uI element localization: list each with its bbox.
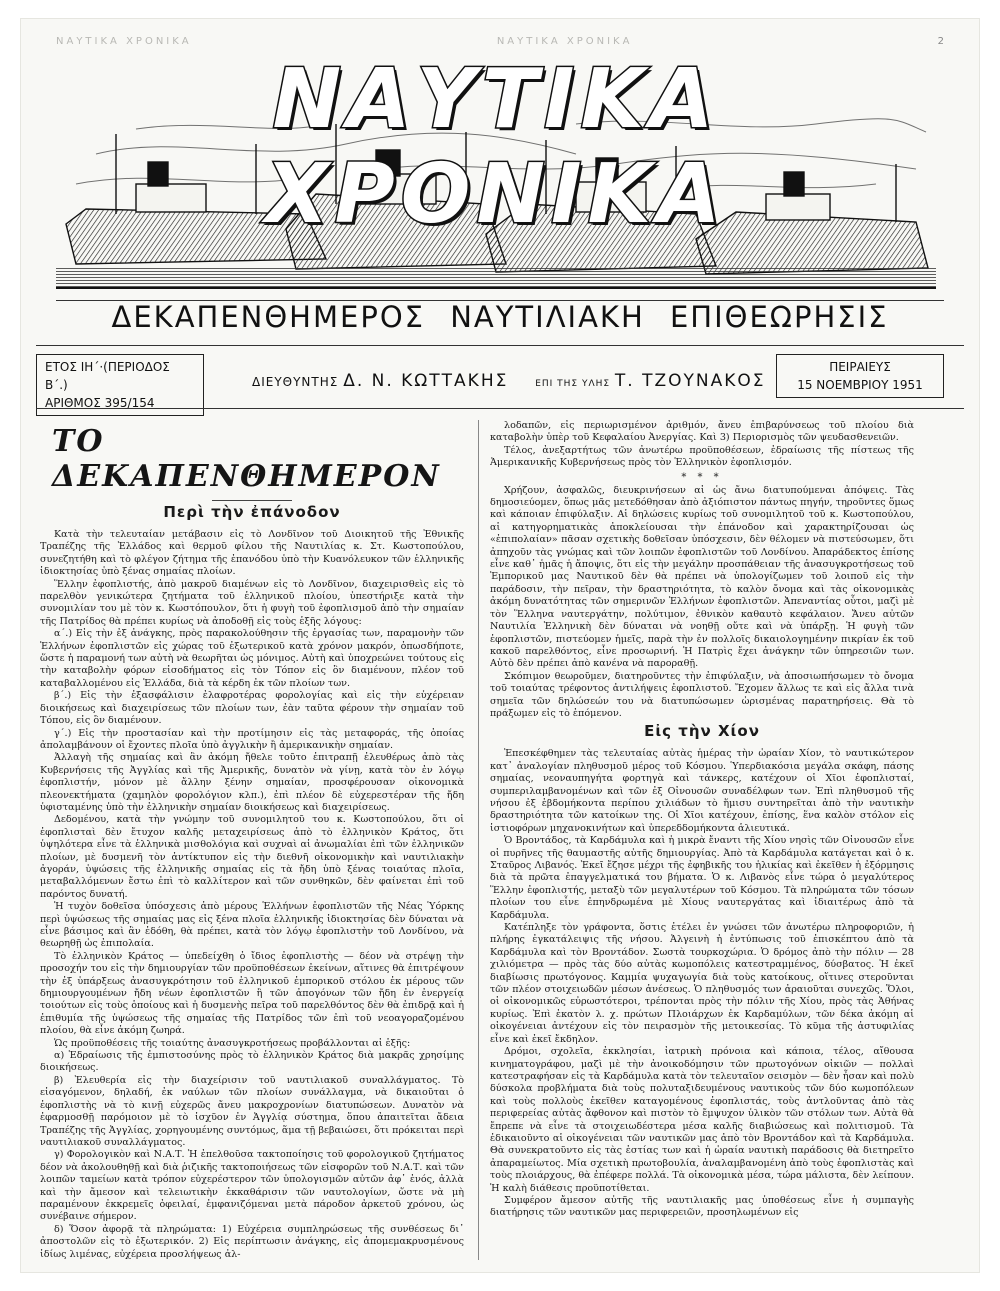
separator-stars: * * * xyxy=(681,471,723,483)
paragraph: Δεδομένου, κατὰ τὴν γνώμην τοῦ συνομιλητοῦ του κ. Κωστοπούλου, ὅτι οἱ ἐφοπλισταὶ δὲν ἔτυχον καλῆς μεταχειρίσεως ἀπὸ τὸ ἑλληνικὸν Κράτος, ὅτι ὑψηλότερα εἶνε τὰ ἑλληνικὰ μισθολόγια καὶ συχναὶ αἱ ἀνωμαλίαι ἐπὶ τῶν ἑλληνικῶν πλοίων, μὲ δυσμενῆ τὸν ἀντίκτυπον εἰς τὴν διεθνῆ οἰκονομικὴν καὶ ναυτιλιακὴν ἀγοράν, ὑψώσεις τῆς ἑλληνικῆς σημαίας εἰς τὰ ἤδη ὑπὸ ξένας τοιαύτας πλοῖα, μεταβαλλόμενων ἔστω ἐπὶ τὸ καλλίτερον καὶ τῶν συνθηκῶν, δὲν φαίνεται ἐπὶ τοῦ παρόντος δυνατή. xyxy=(40,814,464,900)
paragraph: Τὸ ἑλληνικὸν Κράτος — ὑπεδείχθη ὁ ἴδιος ἐφοπλιστὴς — δέον νὰ στρέψῃ τὴν προσοχήν του εἰς τὴν δημιουργίαν τῶν προϋποθέσεων ἐκείνων, αἵτινες θὰ ἐπιτρέψουν τὴν ἐξ ὑπάρξεως ἀνασυγκρότησιν τοῦ ἑλληνικοῦ ἐμπορικοῦ στόλου ἐκ μέρους τῶν δημιουργουμένων ἤδη νέων ἐφοπλιστῶν ἢ τῶν ἀπογόνων τῶν ἤδη ἐν ἐνεργείᾳ τοιούτων εἰς τοὺς ὁποίους καὶ ἡ δυσμενὴς πεῖρα τοῦ παρελθόντος δὲν θὰ ἐπιδρᾷ καὶ ἡ ἐπιθυμία τῆς ὑψώσεως τῆς σημαίας τῆς Πατρίδος τῶν ἐπὶ τοῦ νεοαγοραζομένου πλοίου, θὰ εἶνε ἀκόμη ζωηρά. xyxy=(40,950,464,1037)
article-body xyxy=(40,420,916,1260)
paragraph: γ΄.) Εἰς τὴν προστασίαν καὶ τὴν προτίμησιν εἰς τὰς μεταφοράς, τῆς ὁποίας ἀπολαμβάνουν οἱ ἔχοντες πλοῖα ὑπὸ ἀγγλικὴν ἢ ἀμερικανικὴν σημαίαν. xyxy=(40,727,464,751)
article-heading-return: Περὶ τὴν ἐπάνοδον xyxy=(163,503,341,521)
paragraph: Κατὰ τὴν τελευταίαν μετάβασιν εἰς τὸ Λονδῖνον τοῦ Διοικητοῦ τῆς Ἐθνικῆς Τραπέζης τῆς Ἑλλάδος καὶ θερμοῦ φίλου τῆς Ναυτιλίας κ. Στ. Κωστοπούλου, συνεζητήθη καὶ τὸ φλέγον ζήτημα τῆς ἐπανόδου ὑπὸ τὴν Κυανόλευκον τῶν ἑλληνικῆς ἰδιοκτησίας ὑπὸ ξένας σημαίας πλοίων. xyxy=(40,529,464,578)
issue-number: ΑΡΙΘΜΟΣ 395/154 xyxy=(45,396,155,410)
masthead xyxy=(56,54,936,294)
staff-credits xyxy=(252,371,766,391)
paragraph: δ) Ὅσον ἀφορᾷ τὰ πληρώματα: 1) Εὐχέρεια συμπληρώσεως τῆς συνθέσεως δι᾽ ἀποστολῶν εἰς τὸ ἐξωτερικόν. 2) Εἰς περίπτωσιν ἀνάγκης, εἰς ἀπομεμακρυσμένους ἰδίως λιμένας, εὐχέρεια προσλήψεως ἀλ- xyxy=(40,1223,464,1260)
paragraph: Ὡς προϋποθέσεις τῆς τοιαύτης ἀνασυγκροτήσεως προβάλλονται αἱ ἑξῆς: xyxy=(54,1037,411,1049)
paragraph: α΄.) Εἰς τὴν ἐξ ἀνάγκης, πρὸς παρακολούθησιν τῆς ἐργασίας των, παραμονὴν τῶν Ἑλλήνων ἐφοπλιστῶν εἰς χώρας τοῦ ἐξωτερικοῦ κατὰ χρόνον μακρόν, ὁπωσδήποτε, ὥστε ἡ παραμονή των αὐτὴ νὰ θεωρῆται ὡς μόνιμος. Αὐτὴ καὶ ὑποχρεώνει τούτους εἰς τὴν καταβολὴν φόρων εἰσοδήματος εἰς τὸν Τόπον εἰς ὃν διαμένουν, πλέον τοῦ καταβαλλομένου εἰς Ἑλλάδα, διὰ τὰ κέρδη ἐκ τῶν πλοίων των. xyxy=(40,628,464,689)
material-name: Τ. ΤΖΟΥΝΑΚΟΣ xyxy=(614,371,766,391)
paragraph: Δρόμοι, σχολεῖα, ἐκκλησίαι, ἰατρικὴ πρόνοια καὶ κάποια, τέλος, αἴθουσα κινηματογράφου, μαζὶ μὲ τὴν ἀνοικοδόμησιν τῶν πρωτογόνων οἰκιῶν — πολλαὶ κατεστραφήσαν εἰς τὰ Καρδάμυλα κατὰ τὸν τελευταῖον σεισμὸν — δὲν ἦσαν καὶ πολὺ δύσκολα προβλήματα διὰ τοὺς πολυταξιδευμένους ναυτικοὺς τῶν δύο κωμοπόλεων καὶ τοὺς πολλοὺς ἐκεῖθεν καταγομένους ἐφοπλιστάς, τοὺς ἀντλοῦντας ἀπὸ τὰς περιφερείας αὐτὰς ἄφθονον καὶ πιστὸν τὸ ἔμψυχον ὑλικὸν τῶν στόλων των. Αὐτὰ θὰ ἔπρεπε νὰ εἶνε τὰ στοιχειωδέστερα μέσα καλῆς διαβιώσεως καὶ πολιτισμοῦ. Τὰ ἐδικαιοῦντο αἱ οἰκογένειαι τῶν ναυτικῶν μας ἀπὸ τὸν Βροντάδον καὶ τὰ Καρδάμυλα. Θὰ συνεκρατοῦντο εἰς τὰς ἑστίας των καὶ ἡ ὡραία ναυτικὴ παράδοσις θὰ διετηρεῖτο ἀπαραμείωτος. Μία σχετικὴ πρωτοβουλία, ἀναλαμβανομένη ἀπὸ τοὺς ἐφοπλιστὰς καὶ τοὺς πλοιάρχους, θὰ ἐπέφερε πολλά. Τὰ οἰκονομικὰ μέσα, τώρα μάλιστα, δὲν λείπουν. Ἡ καλὴ διάθεσις προϋποτίθεται. xyxy=(490,1046,914,1194)
director-name: Δ. Ν. ΚΩΤΤΑΚΗΣ xyxy=(343,371,509,391)
issue-box xyxy=(36,354,204,416)
section-divider xyxy=(212,500,292,501)
paragraph: Σκόπιμον θεωροῦμεν, διατηροῦντες τὴν ἐπιφύλαξιν, νὰ ἀποσιωπήσωμεν τὸ ὄνομα τοῦ τοιαύτας τρέφοντος ἀντιλήψεις ἐφοπλιστοῦ. Ἔχομεν ἄλλως τε καὶ εἰς ἄλλα τινὰ σημεῖα τῶν δηλώσεών του νὰ διατυπώσωμεν ὡρισμένας παρατηρήσεις. Θὰ τὸ πράξωμεν εἰς τὸ ἑπόμενον. xyxy=(490,670,914,719)
subtitle-rule xyxy=(36,345,964,346)
header-bottom-rule xyxy=(36,408,964,409)
paragraph: Ἕλλην ἐφοπλιστής, ἀπὸ μακροῦ διαμένων εἰς τὸ Λονδῖνον, διαχειρισθεὶς εἰς τὸ παρελθὸν γενικώτερα ζητήματα τοῦ ἑλληνικοῦ πλοίου, ὑπεστήριξε κατὰ τὴν συνομιλίαν του μὲ τὸν κ. Κωστόπουλον, ὅτι ἡ φυγὴ τοῦ ἐφοπλισμοῦ ἀπὸ τὴν σημαίαν τῆς Πατρίδος θὰ πρέπει κυρίως νὰ ἀποδοθῇ εἰς τοὺς ἑξῆς λόγους: xyxy=(40,578,464,627)
paragraph: Ἐπεσκέφθημεν τὰς τελευταίας αὐτὰς ἡμέρας τὴν ὡραίαν Χίον, τὸ ναυτικώτερον κατ᾽ ἀναλογίαν πληθυσμοῦ μέρος τοῦ Κόσμου. Ὑπερδιακόσια μεγάλα σκάφη, πάσης σημαίας, νεοναυπηγήτα φορτηγὰ καὶ τάνκερς, κατέχουν οἱ Χῖοι ἐφοπλισταί, συμπεριλαμβανομένων καὶ τῶν ἐξ Οἰνουσῶν συναδέλφων των. Ἐπὶ πληθυσμοῦ τῆς νήσου ἐξ ἑβδομήκοντα περίπου χιλιάδων τὸ ἥμισυ συντηρεῖται ἀπὸ τὴν ναυτικὴν δραστηριότητα τῶν κατοίκων της. Οἱ Χῖοι κατέχουν, ἐπίσης, ἕνα καλὸν στόλον εἰς ἱστιοφόρων μηχανοκινήτων καὶ ὑπερεδδομήκοντα ἁλιευτικά. xyxy=(490,748,914,834)
top-strip-text-2: ΝΑΥΤΙΚΑ ΧΡΟΝΙΚΑ xyxy=(496,36,633,47)
masthead-title: ΝΑΥΤΙΚΑ ΧΡΟΝΙΚΑ xyxy=(265,52,727,242)
paragraph: Ἡ τυχὸν δοθεῖσα ὑπόσχεσις ἀπὸ μέρους Ἑλλήνων ἐφοπλιστῶν τῆς Νέας Ὑόρκης περὶ ὑψώσεως τῆς σημαίας μας εἰς ξένα πλοῖα ἑλληνικῆς ἰδιοκτησίας δὲν δύναται νὰ εἶνε βάσιμος καὶ ἂν ἐδόθη, θὰ πρέπει, κατὰ τὸν λόγῳ ἐφοπλιστὴν τοῦ Λονδίνου, νὰ θεωρηθῇ ὡς ἐπιπολαία. xyxy=(40,901,464,950)
paragraph: Ἀλλαγὴ τῆς σημαίας καὶ ἂν ἀκόμη ἤθελε τοῦτο ἐπιτραπῇ ἐλευθέρως ἀπὸ τὰς Κυβερνήσεις τῆς Ἀγγλίας καὶ τῆς Ἀμερικῆς, δυνατὸν νὰ γίνῃ, κατὰ τὸν ἐν λόγῳ ἐφοπλιστήν, μόνον μὲ ἄλλην ξένην σημαίαν, προσφέρουσαν οἰκονομικὰ πλεονεκτήματα (χαμηλὸν φορολόγιον κλπ.), ἐπὶ πλέον δὲ εὐχερεστέραν τῆς ἤδη ὑφισταμένης ὑπὸ τὴν ἑλληνικὴν σημαίαν διοικήσεως καὶ διαχειρίσεως. xyxy=(40,752,464,813)
paragraph: Κατέπληξε τὸν γράφοντα, ὅστις ἐτέλει ἐν γνώσει τῶν ἀνωτέρω πληροφοριῶν, ἡ πλήρης ἐγκατάλειψις τῆς νήσου. Ἀλγεινὴ ἡ ἐντύπωσις τοῦ ἐπισκέπτου ἀπὸ τὰ Καρδάμυλα καὶ τὸν Βροντάδον. Σωστὰ τουρκοχώρια. Ὁ δρόμος ἀπὸ τὴν πόλιν — 28 χιλιόμετρα — πρὸς τὰς δύο αὐτὰς κωμοπόλεις κατεστραμμένος, δύσβατος. Ἡ ἐκεῖ διαβίωσις πρωτόγονος. Καμμία ψυχαγωγία διὰ τοὺς κατοίκους, οἵτινες στεροῦνται τῶν πλέον στοιχειωδῶν μέσων ἀνέσεως. Ὁ πληθυσμός των ἀραιοῦται συνεχῶς. Ὅλοι, οἱ οἰκονομικῶς εὐρωστότεροι, τρέπονται πρὸς τὴν πόλιν τῆς Χίου, πρὸς τὰς Ἀθήνας κυρίως. Ἐπὶ ἑκατὸν λ. χ. πρώτων Πλοιάρχων ἐκ Καρδαμύλων, τῶν δέκα ἀκόμη αἱ οἰκογένειαι ἀντέχουν εἰς τὸν πειρασμὸν τῆς μετοικεσίας. Τὸ κῦμα τῆς ἀστυφιλίας εἶνε καὶ ἐκεῖ ἔκδηλον. xyxy=(490,922,914,1045)
paragraph: Χρήζουν, ἀσφαλῶς, διευκρινήσεων αἱ ὡς ἄνω διατυπούμεναι ἀπόψεις. Τὰς δημοσιεύομεν, ὅπως μᾶς μετεδόθησαν ἀπὸ ἀξιόπιστον πάντως πηγήν, τηροῦντες ὅμως καὶ κάποιαν ἐπιφύλαξιν. Αἱ δηλώσεις κυρίως τοῦ συνομιλητοῦ τοῦ κ. Κωστοπούλου, αἱ κατηγορηματικὰς ἀποκλείουσαι τὴν ἐπάνοδον καὶ χαρακτηρίζουσαι ὡς «ἐπιπολαίαν» πᾶσαν σχετικὴς δοθεῖσαν ὑπόσχεσιν, δὲν θέλομεν νὰ πιστεύσωμεν, ὅτι ἀπηχοῦν τὰς γνώμας καὶ τῶν λοιπῶν ἐφοπλιστῶν τοῦ Λονδίνου. Ἀπαράδεκτος ἐπίσης εἶνε καθ᾽ ἡμᾶς ἡ ἄποψις, ὅτι εἰς τὴν μεγάλην προσπάθειαν τῆς ἀνασυγκροτήσεως τοῦ Ἐμπορικοῦ μας Ναυτικοῦ δὲν θὰ πρέπει νὰ ὑπολογίζωμεν τοῦ λοιποῦ εἰς τὴν παράδοσιν, τὴν πεῖραν, τὴν δραστηριότητα, τὸ καλὸν ὄνομα καὶ τὰς οἰκονομικὰς ἀκόμη δυνατότητας τῶν σημερινῶν Ἑλλήνων ἐφοπλιστῶν. Ἀπεναντίας οὗτοι, μαζὶ μὲ τὸν Ἕλληνα ναυτεργάτην, πολύτιμον, ἐθνικὸν καθαυτὸ κεφάλαιον. Ἄνευ αὐτῶν Ναυτιλία Ἑλληνικὴ δὲν δύναται νὰ νοηθῇ οὔτε καὶ νὰ ὑπάρξῃ. Ἡ φυγὴ τῶν ἐφοπλιστῶν, πιστεύομεν ἡμεῖς, παρὰ τὴν ἐν πολλοῖς δικαιολογημένην πικρίαν ἐκ τοῦ κακοῦ παρελθόντος, εἶνε προσωρινή. Ἡ Πατρὶς ἔχει ἀνάγκην τῶν ὑπηρεσιῶν των. Αὐτὸ δὲν πρέπει ἀπὸ κανένα νὰ παροραθῇ. xyxy=(490,484,914,670)
place-date-box xyxy=(776,354,944,398)
paragraph: λοδαπῶν, εἰς περιωρισμένον ἀριθμόν, ἄνευ ἐπιβαρύνσεως τοῦ πλοίου διὰ καταβολὴν ὑπὲρ τοῦ Κεφαλαίου Ἀνεργίας. Καὶ 3) Περιορισμὸς τῶν ψευδασθενειῶν. xyxy=(490,420,914,444)
left-column xyxy=(40,420,464,1260)
paragraph: β΄.) Εἰς τὴν ἐξασφάλισιν ἐλαφροτέρας φορολογίας καὶ εἰς τὴν εὐχέρειαν διοικήσεως καὶ διαχειρίσεως τῶν πλοίων των, ἐὰν ταῦτα φέρουν τὴν σημαίαν τοῦ Τόπου, εἰς ὃν διαμένουν. xyxy=(40,690,464,727)
material-label: ΕΠΙ ΤΗΣ ΥΛΗΣ xyxy=(535,379,611,389)
paragraph: β) Ἐλευθερία εἰς τὴν διαχείρισιν τοῦ ναυτιλιακοῦ συναλλάγματος. Τὸ εἰσαγόμενον, δηλαδή, ἐκ ναύλων τῶν πλοίων συνάλλαγμα, νὰ δικαιοῦται ὁ ἐφοπλιστὴς νὰ τὸ κινῇ εὐχερῶς ἄνευ μακροχρονίων διατυπώσεων. Δυνατὸν νὰ ἐφαρμοσθῇ παρόμοιον μὲ τὸ ἰσχῦον ἐν Ἀγγλίᾳ σύστημα, ὅπου ἀπαιτεῖται ἄδεια Τραπέζης τῆς Ἀγγλίας, χορηγουμένης συντόμως, ἅμα τῇ βεβαιώσει, ὅτι πρόκειται περὶ ναυτιλιακοῦ συναλλάγματος. xyxy=(40,1074,464,1148)
top-strip-text: ΝΑΥΤΙΚΑ ΧΡΟΝΙΚΑ xyxy=(56,36,192,47)
issue-year: ΕΤΟΣ ΙΗ΄·(ΠΕΡΙΟΔΟΣ Β΄.) xyxy=(45,360,170,392)
paragraph: α) Ἑδραίωσις τῆς ἐμπιστοσύνης πρὸς τὸ ἑλληνικὸν Κράτος διὰ μακρᾶς χρησίμης διοικήσεως. xyxy=(40,1050,464,1074)
issue-date: 15 ΝΟΕΜΒΡΙΟΥ 1951 xyxy=(797,378,923,392)
paragraph: Συμφέρον ἄμεσον αὐτῆς τῆς ναυτιλιακῆς μας ὑποθέσεως εἶνε ἡ συμπαγὴς διατήρησις τῶν ναυτικῶν μας περιφερειῶν, προσηλωμένων εἰς xyxy=(490,1194,914,1219)
masthead-subtitle: ΔΕΚΑΠΕΝΘΗΜΕΡΟΣ ΝΑΥΤΙΛΙΑΚΗ ΕΠΙΘΕΩΡΗΣΙΣ xyxy=(111,300,889,334)
director-label: ΔΙΕΥΘΥΝΤΗΣ xyxy=(252,375,339,389)
page-number: 2 xyxy=(937,36,944,47)
paragraph: γ) Φορολογικὸν καὶ Ν.Α.Τ. Ἡ ἐπελθοῦσα τακτοποίησις τοῦ φορολογικοῦ ζητήματος δέον νὰ ἀκολουθηθῇ καὶ διὰ ῥιζικῆς τακτοποιήσεως τῶν εἰσφορῶν τοῦ Ν.Α.Τ. καὶ τῶν λοιπῶν ταμείων κατὰ τρόπον εὐχερέστερον τῶν ὑπολογισμῶν αὐτῶν ἀφ᾽ ἑνός, ἀλλὰ καὶ τὴν ἄμεσον καὶ τελειωτικὴν ἐκκαθάρισιν τῶν ναυτολογίων, ὥστε νὰ μὴ παραμένουν ἐκκρεμεῖς ὀφειλαί, ἐμφανιζόμεναι μετὰ πάροδον ἀρκετοῦ χρόνου, ὡς συνέβαινε σήμερον. xyxy=(40,1149,464,1223)
paragraph: Τέλος, ἀνεξαρτήτως τῶν ἀνωτέρω προϋποθέσεων, ἑδραίωσις τῆς πίστεως τῆς Ἀμερικανικῆς Κυβερνήσεως πρὸς τὸν Ἑλληνικὸν ἐφοπλισμόν. xyxy=(490,444,914,469)
place: ΠΕΙΡΑΙΕΥΣ xyxy=(829,360,891,374)
section-title: ΤΟ ΔΕΚΑΠΕΝΘΗΜΕΡΟΝ xyxy=(52,424,441,494)
paragraph: Ὁ Βροντάδος, τὰ Καρδάμυλα καὶ ἡ μικρὰ ἔναντι τῆς Χίου νησὶς τῶν Οἰνουσῶν εἶνε οἱ πυρῆνες τῆς θαυμαστῆς αὐτῆς δημιουργίας. Ἀπὸ τὰ Καρδάμυλα κατάγεται καὶ ὁ κ. Σταῦρος Λιβανός. Ἐκεῖ ἔζησε μέχρι τῆς ἐφηβικῆς του ἡλικίας καὶ ἐκεῖθεν ἡ ἐξόρμησις διὰ τὰ πρῶτα ἐπαγγελματικά του βήματα. Ὁ κ. Λιβανὸς εἶνε τώρα ὁ μεγαλύτερος Ἕλλην ἐφοπλιστής, μεταξὺ τῶν μεγαλυτέρων τοῦ Κόσμου. Τὰ πληρώματα τῶν τόσων πλοίων του εἶνε ἐπηνδρωμένα μὲ Χίους ναυτεργάτας καὶ ἰδιαιτέρως ἀπὸ τὰ Καρδάμυλα. xyxy=(490,835,914,921)
issue-info-bar xyxy=(36,354,944,410)
right-column xyxy=(490,420,914,1260)
top-strip xyxy=(56,36,944,47)
column-separator xyxy=(478,420,479,1260)
article-heading-chios: Εἰς τὴν Χίον xyxy=(644,722,760,741)
